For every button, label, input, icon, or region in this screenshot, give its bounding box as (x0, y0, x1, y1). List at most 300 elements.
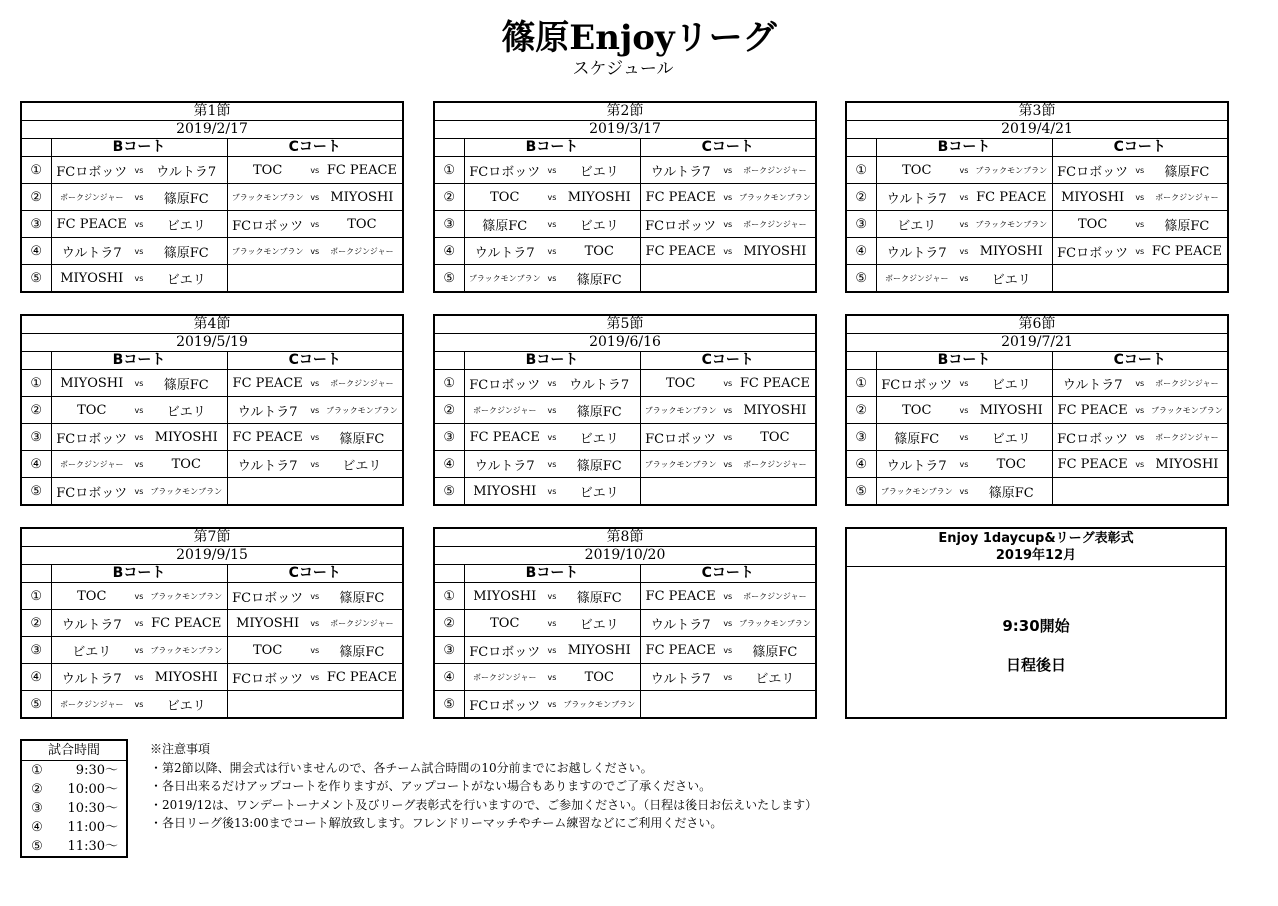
match-number: ② (846, 397, 876, 424)
team-name: FCロボッツ (56, 485, 128, 501)
team-name: ブラックモンブラン (468, 273, 541, 283)
team-name: 篠原FC (339, 644, 385, 660)
corner-cell (434, 352, 464, 370)
match-cell (640, 637, 816, 664)
match-cell (51, 451, 227, 478)
team-name: FC PEACE (151, 615, 222, 631)
match-cell (464, 238, 640, 265)
team-name: ブラックモンブラン (150, 486, 223, 496)
vs-label: vs (310, 432, 320, 442)
vs-label: vs (723, 165, 733, 175)
vs-label: vs (723, 378, 733, 388)
vs-label: vs (134, 672, 144, 682)
team-name: ブラックモンブラン (150, 591, 223, 601)
team-name: 篠原FC (163, 377, 209, 393)
match-cell (1052, 397, 1228, 424)
cup-title: Enjoy 1daycup&リーグ表彰式 (938, 531, 1134, 546)
match-cell (1052, 184, 1228, 211)
match-cell (464, 157, 640, 184)
vs-label: vs (310, 192, 320, 202)
team-name: FCロボッツ (1057, 431, 1129, 447)
match-number: ④ (21, 664, 51, 691)
court-b-header: Bコート (51, 565, 227, 583)
vs-label: vs (547, 378, 557, 388)
team-name: ビエリ (579, 218, 619, 234)
empty-cell (227, 478, 403, 506)
match-number: ④ (21, 238, 51, 265)
vs-label: vs (723, 246, 733, 256)
round-name: 第3節 (846, 102, 1228, 121)
team-name: ビエリ (991, 431, 1031, 447)
match-number: ⑤ (21, 691, 51, 719)
cup-schedule: 日程後日 (1005, 656, 1066, 674)
team-name: FCロボッツ (645, 218, 717, 234)
match-cell (640, 184, 816, 211)
match-cell (464, 610, 640, 637)
team-name: ビエリ (166, 404, 206, 420)
match-cell (227, 157, 403, 184)
round-table (20, 527, 404, 719)
vs-label: vs (547, 486, 557, 496)
team-name: 篠原FC (752, 644, 798, 660)
team-name: FCロボッツ (56, 431, 128, 447)
corner-cell (434, 139, 464, 157)
time-value: 10:30～ (67, 801, 118, 816)
match-row (434, 184, 816, 211)
match-cell (51, 637, 227, 664)
team-name: ボークジンジャー (743, 459, 807, 469)
team-name: ボークジンジャー (60, 699, 124, 709)
match-row (846, 265, 1228, 293)
match-number: ① (21, 583, 51, 610)
team-name: MIYOSHI (979, 243, 1043, 259)
match-row (21, 211, 403, 238)
team-name: FCロボッツ (232, 218, 304, 234)
round-name: 第7節 (21, 528, 403, 547)
match-cell (640, 451, 816, 478)
match-cell (227, 637, 403, 664)
team-name: ブラックモンブラン (738, 192, 811, 202)
match-cell (640, 664, 816, 691)
team-name: FC PEACE (469, 429, 540, 445)
team-name: ビエリ (991, 272, 1031, 288)
match-number: ⑤ (434, 478, 464, 506)
match-row (21, 370, 403, 397)
match-number: ⑤ (434, 265, 464, 293)
match-number: ⑤ (21, 265, 51, 293)
cup-date: 2019年12月 (995, 548, 1077, 563)
match-number: ④ (846, 238, 876, 265)
team-name: TOC (252, 162, 283, 178)
round-table (433, 314, 817, 506)
match-row (434, 157, 816, 184)
team-name: ブラックモンブラン (644, 405, 717, 415)
team-name: 篠原FC (894, 431, 940, 447)
team-name: FC PEACE (1057, 402, 1128, 418)
team-name: FC PEACE (1151, 243, 1222, 259)
match-number: ⑤ (21, 478, 51, 506)
match-number: ④ (434, 238, 464, 265)
match-cell (51, 265, 227, 293)
vs-label: vs (547, 273, 557, 283)
team-name: ボークジンジャー (60, 192, 124, 202)
round-name: 第6節 (846, 315, 1228, 334)
team-name: FCロボッツ (1057, 245, 1129, 261)
match-number: ② (21, 184, 51, 211)
match-cell (640, 583, 816, 610)
court-b-header: Bコート (51, 352, 227, 370)
team-name: ウルトラ7 (650, 617, 711, 633)
match-row (434, 265, 816, 293)
round-table (845, 314, 1229, 506)
round-table (20, 314, 404, 506)
round-table (433, 527, 817, 719)
time-value: 10:00～ (67, 782, 118, 797)
match-time-row (21, 761, 127, 781)
corner-cell (434, 565, 464, 583)
team-name: ブラックモンブラン (738, 618, 811, 628)
vs-label: vs (134, 486, 144, 496)
team-name: 篠原FC (576, 458, 622, 474)
match-cell (876, 397, 1052, 424)
vs-label: vs (134, 432, 144, 442)
team-name: 篠原FC (988, 485, 1034, 501)
match-number: ① (21, 157, 51, 184)
vs-label: vs (134, 591, 144, 601)
vs-label: vs (547, 192, 557, 202)
vs-label: vs (1135, 165, 1145, 175)
vs-label: vs (134, 219, 144, 229)
vs-label: vs (1135, 459, 1145, 469)
vs-label: vs (310, 672, 320, 682)
match-times-table (20, 739, 128, 858)
round-name: 第1節 (21, 102, 403, 121)
match-cell (227, 664, 403, 691)
court-c-header: Cコート (227, 352, 403, 370)
match-cell (640, 610, 816, 637)
time-value: 11:00～ (67, 820, 118, 835)
match-cell (876, 238, 1052, 265)
match-cell (51, 370, 227, 397)
vs-label: vs (547, 165, 557, 175)
team-name: FCロボッツ (881, 377, 953, 393)
match-row (846, 157, 1228, 184)
match-cell (464, 451, 640, 478)
team-name: FCロボッツ (56, 164, 128, 180)
vs-label: vs (134, 699, 144, 709)
team-name: 篠原FC (339, 431, 385, 447)
team-name: 篠原FC (576, 272, 622, 288)
team-name: TOC (77, 402, 107, 418)
vs-label: vs (310, 378, 320, 388)
match-cell (1052, 424, 1228, 451)
match-cell (876, 478, 1052, 506)
team-name: MIYOSHI (979, 402, 1043, 418)
team-name: FC PEACE (645, 642, 716, 658)
time-number: ② (31, 782, 43, 797)
vs-label: vs (1135, 192, 1145, 202)
team-name: ビエリ (342, 458, 382, 474)
match-cell (876, 451, 1052, 478)
match-row (846, 397, 1228, 424)
team-name: ボークジンジャー (885, 273, 949, 283)
match-cell (876, 211, 1052, 238)
team-name: TOC (760, 429, 790, 445)
vs-label: vs (723, 672, 733, 682)
note-item: ・各日リーグ後13:00までコート解放致します。フレンドリーマッチやチーム練習などにご利用ください。 (150, 816, 723, 830)
team-name: FC PEACE (232, 375, 303, 391)
match-number: ④ (21, 451, 51, 478)
team-name: ウルトラ7 (650, 164, 711, 180)
round-date: 2019/5/19 (21, 334, 403, 352)
court-b-header: Bコート (876, 352, 1052, 370)
match-cell (640, 157, 816, 184)
team-name: ウルトラ7 (237, 404, 298, 420)
team-name: ボークジンジャー (743, 165, 807, 175)
corner-cell (21, 352, 51, 370)
vs-label: vs (1135, 378, 1145, 388)
match-row (434, 691, 816, 719)
match-cell (876, 157, 1052, 184)
team-name: FCロボッツ (469, 698, 541, 714)
match-row (21, 184, 403, 211)
team-name: ウルトラ7 (886, 245, 947, 261)
round-table (20, 101, 404, 293)
match-cell (51, 238, 227, 265)
team-name: ウルトラ7 (474, 245, 535, 261)
team-name: ウルトラ7 (650, 671, 711, 687)
match-cell (51, 397, 227, 424)
team-name: TOC (584, 669, 614, 685)
round-date: 2019/2/17 (21, 121, 403, 139)
match-number: ② (434, 610, 464, 637)
team-name: ブラックモンブラン (1150, 405, 1223, 415)
match-row (21, 238, 403, 265)
note-item: ・第2節以降、開会式は行いませんので、各チーム試合時間の10分前までにお越しください。 (150, 760, 653, 775)
vs-label: vs (1135, 246, 1145, 256)
vs-label: vs (547, 699, 557, 709)
match-time-row (21, 780, 127, 799)
team-name: FCロボッツ (469, 164, 541, 180)
team-name: TOC (902, 162, 932, 178)
team-name: TOC (490, 189, 520, 205)
match-cell (51, 664, 227, 691)
match-number: ④ (434, 664, 464, 691)
cup-header (847, 529, 1225, 567)
vs-label: vs (547, 459, 557, 469)
time-number: ⑤ (31, 839, 43, 854)
court-c-header: Cコート (1052, 139, 1228, 157)
cup-start: 9:30開始 (1002, 617, 1070, 635)
team-name: ボークジンジャー (743, 219, 807, 229)
team-name: ビエリ (897, 218, 937, 234)
team-name: ブラックモンブラン (231, 192, 304, 202)
team-name: TOC (252, 642, 283, 658)
time-number: ③ (31, 801, 43, 816)
match-number: ① (21, 370, 51, 397)
match-number: ③ (434, 637, 464, 664)
team-name: ビエリ (755, 671, 795, 687)
corner-cell (846, 139, 876, 157)
team-name: ビエリ (166, 698, 206, 714)
team-name: ウルトラ7 (156, 164, 217, 180)
team-name: ウルトラ7 (886, 191, 947, 207)
match-row (21, 637, 403, 664)
match-cell (640, 424, 816, 451)
vs-label: vs (310, 459, 320, 469)
team-name: ブラックモンブラン (644, 459, 717, 469)
match-cell (464, 691, 640, 719)
round-table (845, 101, 1229, 293)
notes-header: ※注意事項 (150, 742, 211, 756)
team-name: ブラックモンブラン (563, 699, 636, 709)
court-c-header: Cコート (640, 565, 816, 583)
match-time-row (21, 837, 127, 857)
court-b-header: Bコート (51, 139, 227, 157)
match-cell (227, 238, 403, 265)
vs-label: vs (1135, 219, 1145, 229)
vs-label: vs (134, 618, 144, 628)
team-name: TOC (665, 375, 696, 391)
empty-cell (640, 265, 816, 293)
vs-label: vs (723, 618, 733, 628)
team-name: TOC (347, 216, 377, 232)
match-number: ③ (434, 211, 464, 238)
team-name: ボークジンジャー (330, 378, 394, 388)
match-number: ② (21, 610, 51, 637)
empty-cell (1052, 478, 1228, 506)
court-c-header: Cコート (1052, 352, 1228, 370)
round-name: 第2節 (434, 102, 816, 121)
vs-label: vs (547, 219, 557, 229)
corner-cell (846, 352, 876, 370)
team-name: TOC (171, 456, 201, 472)
match-cell (464, 184, 640, 211)
team-name: MIYOSHI (473, 483, 537, 499)
match-cell (227, 610, 403, 637)
match-row (21, 397, 403, 424)
match-cell (464, 370, 640, 397)
note-item: ・2019/12は、ワンデートーナメント及びリーグ表彰式を行いますので、ご参加ください。（日程は後日お伝えいたします） (150, 797, 818, 812)
vs-label: vs (1135, 405, 1145, 415)
team-name: ボークジンジャー (473, 405, 537, 415)
match-number: ② (434, 184, 464, 211)
match-number: ③ (846, 211, 876, 238)
match-row (434, 664, 816, 691)
vs-label: vs (959, 378, 969, 388)
team-name: ボークジンジャー (330, 618, 394, 628)
match-cell (640, 238, 816, 265)
team-name: ウルトラ7 (237, 458, 298, 474)
page-title: 篠原Enjoyリーグ (501, 18, 777, 58)
vs-label: vs (547, 645, 557, 655)
vs-label: vs (134, 378, 144, 388)
team-name: ブラックモンブラン (975, 219, 1048, 229)
match-row (434, 610, 816, 637)
team-name: ブラックモンブラン (325, 405, 398, 415)
match-row (21, 691, 403, 719)
round-date: 2019/4/21 (846, 121, 1228, 139)
team-name: ボークジンジャー (60, 459, 124, 469)
team-name: ウルトラ7 (1062, 377, 1123, 393)
vs-label: vs (547, 618, 557, 628)
match-number: ② (21, 397, 51, 424)
match-row (21, 583, 403, 610)
empty-cell (227, 691, 403, 719)
team-name: FC PEACE (645, 189, 716, 205)
match-times-header: 試合時間 (21, 740, 127, 761)
match-row (846, 184, 1228, 211)
team-name: MIYOSHI (1155, 456, 1219, 472)
empty-cell (227, 265, 403, 293)
vs-label: vs (134, 165, 144, 175)
match-cell (876, 265, 1052, 293)
team-name: TOC (1077, 216, 1108, 232)
team-name: ボークジンジャー (1155, 432, 1219, 442)
match-number: ① (434, 157, 464, 184)
court-c-header: Cコート (227, 565, 403, 583)
team-name: 篠原FC (163, 191, 209, 207)
match-cell (464, 424, 640, 451)
vs-label: vs (959, 192, 969, 202)
match-row (434, 637, 816, 664)
round-name: 第4節 (21, 315, 403, 334)
match-cell (51, 184, 227, 211)
notes (150, 740, 817, 833)
vs-label: vs (310, 618, 320, 628)
team-name: ブラックモンブラン (150, 645, 223, 655)
vs-label: vs (723, 192, 733, 202)
team-name: FCロボッツ (469, 377, 541, 393)
match-row (21, 664, 403, 691)
team-name: FC PEACE (232, 429, 303, 445)
team-name: TOC (490, 615, 520, 631)
vs-label: vs (1135, 432, 1145, 442)
team-name: FC PEACE (645, 588, 716, 604)
match-cell (51, 691, 227, 719)
match-cell (51, 583, 227, 610)
vs-label: vs (959, 459, 969, 469)
match-row (21, 610, 403, 637)
corner-cell (21, 139, 51, 157)
match-row (434, 424, 816, 451)
match-row (434, 478, 816, 506)
vs-label: vs (134, 273, 144, 283)
vs-label: vs (310, 219, 320, 229)
vs-label: vs (959, 165, 969, 175)
corner-cell (21, 565, 51, 583)
vs-label: vs (134, 459, 144, 469)
team-name: ビエリ (166, 218, 206, 234)
vs-label: vs (547, 246, 557, 256)
team-name: FCロボッツ (232, 590, 304, 606)
team-name: FC PEACE (326, 669, 397, 685)
team-name: FCロボッツ (645, 431, 717, 447)
team-name: ビエリ (166, 272, 206, 288)
vs-label: vs (959, 405, 969, 415)
team-name: ボークジンジャー (1155, 378, 1219, 388)
match-cell (1052, 211, 1228, 238)
match-row (434, 397, 816, 424)
match-cell (640, 397, 816, 424)
team-name: MIYOSHI (60, 270, 124, 286)
team-name: TOC (902, 402, 932, 418)
match-cell (51, 211, 227, 238)
team-name: MIYOSHI (330, 189, 394, 205)
team-name: 篠原FC (1164, 218, 1210, 234)
match-cell (51, 157, 227, 184)
team-name: FC PEACE (56, 216, 127, 232)
